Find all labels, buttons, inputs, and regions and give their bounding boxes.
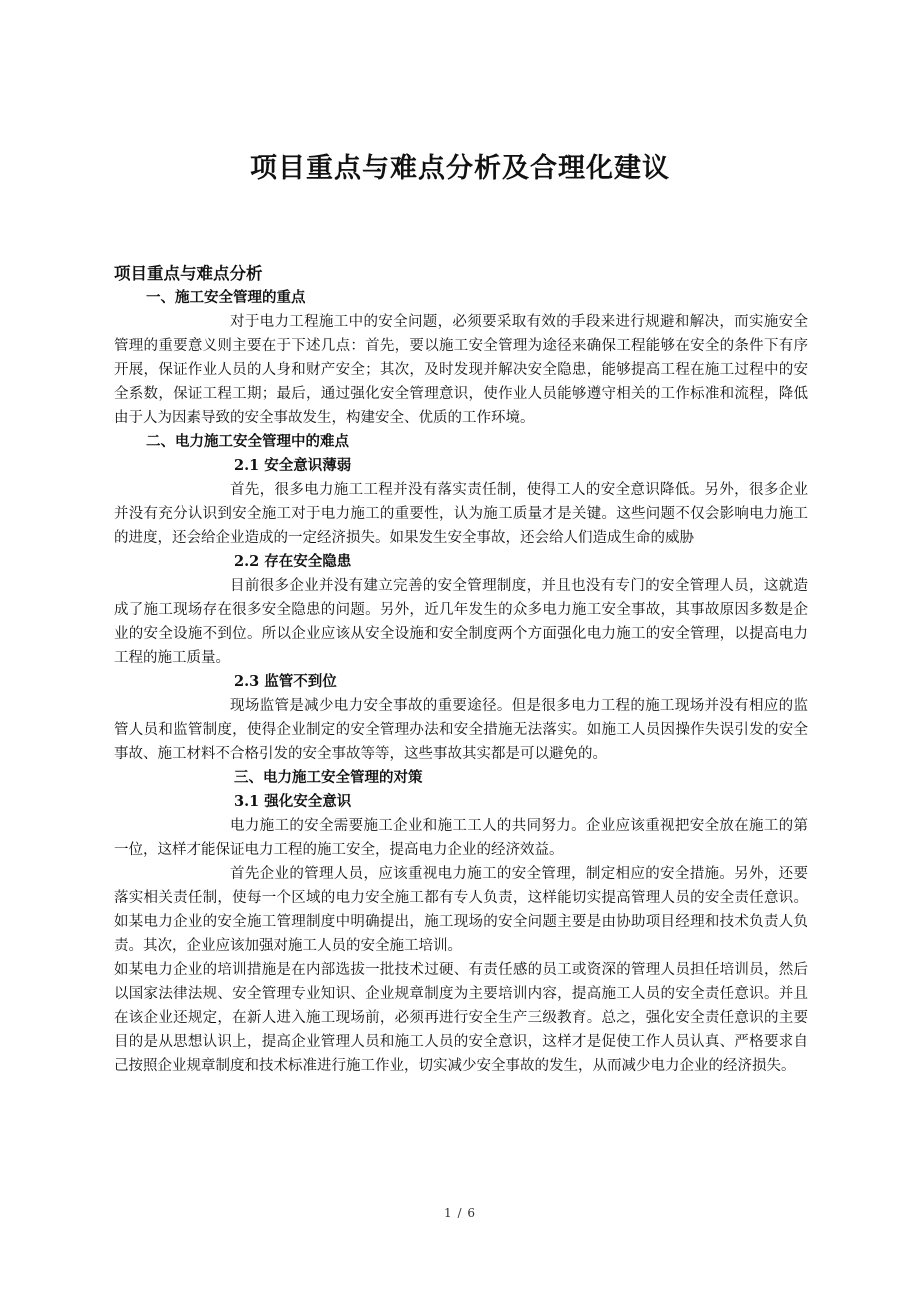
paragraph: 对于电力工程施工中的安全问题，必须要采取有效的手段来进行规避和解决，而实施安全管理的重要意义则主要在于下述几点：首先，要以施工安全管理为途径来确保工程能够在安全的条件下有序开展，保证作业人员的人身和财产安全；其次，及时发现并解决安全隐患，能够提高工程在施工过程中的安全系数，保证工程工期；最后，通过强化安全管理意识，使作业人员能够遵守相关的工作标准和流程，降低由于人为因素导致的安全事故发生，构建安全、优质的工作环境。 [114,314,808,426]
section-heading: 项目重点与难点分析 [114,264,263,283]
subsection-heading: 一、施工安全管理的重点 [146,289,306,306]
subsection-heading: 二、电力施工安全管理中的难点 [146,433,349,450]
document-title: 项目重点与难点分析及合理化建议 [250,153,670,184]
subsection-heading: 2.3 监管不到位 [234,673,337,690]
page-number: 1 / 6 [444,1206,476,1220]
paragraph: 首先企业的管理人员，应该重视电力施工的安全管理，制定相应的安全措施。另外，还要落实相关责任制，使每一个区域的电力安全施工都有专人负责，这样能切实提高管理人员的安全责任意识。如某电力企业的安全施工管理制度中明确提出，施工现场的安全问题主要是由协助项目经理和技术负责人负责。其次，企业应该加强对施工人员的安全施工培训。 [114,866,808,954]
paragraph: 目前很多企业并没有建立完善的安全管理制度，并且也没有专门的安全管理人员，这就造成了施工现场存在很多安全隐患的问题。另外，近几年发生的众多电力施工安全事故，其事故原因多数是企业的安全设施不到位。所以企业应该从安全设施和安全制度两个方面强化电力施工的安全管理，以提高电力工程的施工质量。 [114,578,808,666]
paragraph: 首先，很多电力施工工程并没有落实责任制，使得工人的安全意识降低。另外，很多企业并没有充分认识到安全施工对于电力施工的重要性，认为施工质量才是关键。这些问题不仅会影响电力施工的进度，还会给企业造成的一定经济损失。如果发生安全事故，还会给人们造成生命的威胁 [114,482,808,546]
content-blocks [114,286,808,1078]
subsection-heading: 2.2 存在安全隐患 [234,553,352,570]
paragraph: 如某电力企业的培训措施是在内部选拔一批技术过硬、有责任感的员工或资深的管理人员担任培训员，然后以国家法律法规、安全管理专业知识、企业规章制度为主要培训内容，提高施工人员的安全责任意识。并且在该企业还规定，在新人进入施工现场前，必须再进行安全生产三级教育。总之，强化安全责任意识的主要目的是从思想认识上，提高企业管理人员和施工人员的安全意识，这样才是促使工作人员认真、严格要求自己按照企业规章制度和技术标准进行施工作业，切实减少安全事故的发生，从而减少电力企业的经济损失。 [114,962,808,1074]
subsection-heading: 三、电力施工安全管理的对策 [234,769,423,786]
paragraph: 电力施工的安全需要施工企业和施工工人的共同努力。企业应该重视把安全放在施工的第一位，这样才能保证电力工程的施工安全，提高电力企业的经济效益。 [114,818,808,858]
document-body [114,262,808,1078]
subsection-heading: 2.1 安全意识薄弱 [234,457,352,474]
subsection-heading: 3.1 强化安全意识 [234,793,352,810]
paragraph: 现场监管是减少电力安全事故的重要途径。但是很多电力工程的施工现场并没有相应的监管人员和监管制度，使得企业制定的安全管理办法和安全措施无法落实。如施工人员因操作失误引发的安全事故、施工材料不合格引发的安全事故等等，这些事故其实都是可以避免的。 [114,698,808,762]
